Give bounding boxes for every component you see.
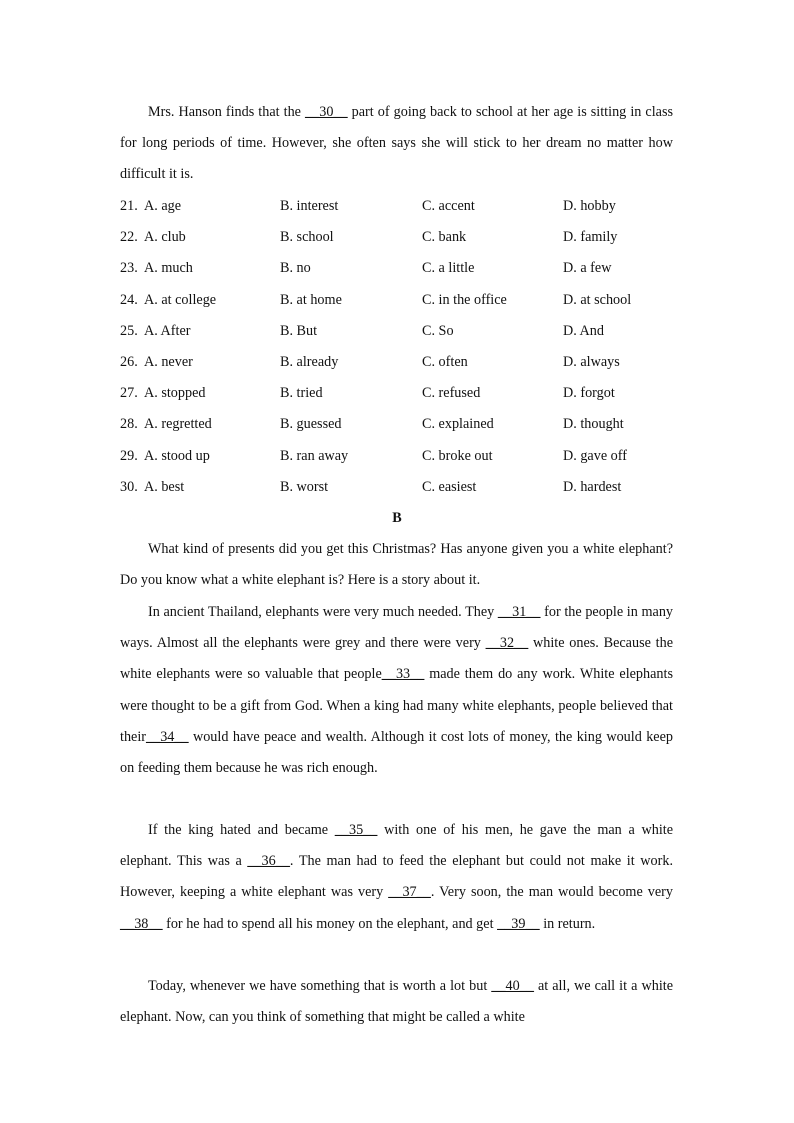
option-d: D. hobby (563, 198, 616, 214)
blank-35: __35__ (334, 822, 378, 838)
section-b-heading: B (392, 510, 402, 526)
option-b: B. at home (280, 291, 342, 308)
blank-34: __34__ (146, 728, 189, 745)
text-run: In ancient Thailand, elephants were very much needed. They (148, 604, 498, 620)
text-run: in return. (539, 915, 596, 932)
text-run: for he had to spend all his money on the elephant, and get (162, 915, 498, 932)
question-number: 25. (120, 322, 138, 339)
question-number: 24. (120, 291, 138, 308)
option-c: C. bank (422, 229, 467, 246)
question-row-29 (120, 444, 680, 475)
option-d: D. at school (563, 291, 632, 308)
option-c: C. a little (422, 260, 475, 277)
blank-40: __40__ (491, 978, 534, 994)
option-a: A. much (144, 260, 193, 277)
question-number: 27. (120, 385, 138, 402)
question-number: 29. (120, 447, 138, 464)
option-c: C. explained (422, 416, 494, 433)
text-run: . The man had to feed the elephant but could not make it work. However, keeping a white elephant was very (120, 853, 673, 901)
text-run: made them do any work. White elephants were thought to be a gift from God. When a king had many white elephants, people believed that their (120, 666, 673, 745)
option-a: A. stood up (144, 447, 210, 464)
option-b: B. tried (280, 385, 323, 402)
question-row-24 (120, 288, 680, 319)
answer-options (120, 194, 680, 506)
option-a: A. age (144, 198, 182, 214)
question-number: 30. (120, 478, 138, 495)
text-run: white ones. Because the white elephants were so valuable that people (120, 635, 673, 683)
blank-36: __36__ (247, 853, 290, 870)
text-run: at all, we call it a white elephant. Now, can you think of something that might be called a white (120, 978, 674, 1026)
blank-32: __32__ (485, 635, 529, 652)
option-d: D. hardest (563, 478, 622, 495)
passage-b-paragraph-2 (120, 597, 673, 784)
option-c: C. accent (422, 198, 475, 214)
option-b: B. But (280, 322, 318, 339)
blank-30: __30__ (305, 104, 348, 120)
option-d: D. And (563, 322, 604, 339)
option-a: A. never (144, 353, 193, 370)
text-run: . Very soon, the man would become very (430, 884, 673, 901)
option-b: B. no (280, 260, 311, 277)
option-a: A. stopped (144, 385, 206, 402)
option-d: D. thought (563, 416, 624, 433)
question-row-28 (120, 412, 680, 443)
text-run: Today, whenever we have something that is worth a lot but (148, 978, 492, 994)
option-b: B. already (280, 353, 339, 370)
option-a: A. regretted (144, 416, 212, 433)
question-row-21 (120, 194, 680, 225)
passage-b-paragraph-4 (120, 971, 673, 1033)
option-b: B. ran away (280, 447, 349, 464)
question-number: 22. (120, 229, 138, 246)
question-number: 26. (120, 353, 138, 370)
intro-paragraph (120, 97, 673, 191)
option-b: B. interest (280, 198, 339, 214)
option-c: C. in the office (422, 291, 507, 308)
option-b: B. guessed (280, 416, 342, 433)
option-a: A. After (144, 322, 191, 339)
option-c: C. refused (422, 385, 481, 402)
blank-37: __37__ (388, 884, 431, 901)
option-a: A. club (144, 229, 186, 246)
text-run: If the king hated and became (148, 822, 335, 838)
blank-38: __38__ (120, 915, 163, 932)
question-row-30 (120, 475, 680, 506)
option-c: C. often (422, 353, 468, 370)
passage-b-paragraph-3 (120, 815, 673, 940)
option-d: D. forgot (563, 385, 615, 402)
option-b: B. worst (280, 478, 329, 495)
option-c: C. So (422, 322, 454, 339)
text-run: Mrs. Hanson finds that the (148, 104, 306, 120)
option-a: A. best (144, 478, 185, 495)
option-d: D. family (563, 229, 618, 246)
option-c: C. easiest (422, 478, 477, 495)
text-run: with one of his men, he gave the man a white elephant. This was a (120, 822, 674, 870)
option-d: D. gave off (563, 447, 627, 464)
option-c: C. broke out (422, 447, 493, 464)
option-d: D. a few (563, 260, 612, 277)
text-run: would have peace and wealth. Although it cost lots of money, the king would keep on feeding them because he was rich enough. (120, 728, 673, 777)
text-run: part of going back to school at her age is sitting in class for long periods of time. However, she often says she will stick to her dream no matter how difficult it is. (120, 104, 673, 183)
passage-b-paragraph-1: What kind of presents did you get this Christmas? Has anyone given you a white elephant? Do you know what a white elephant is? Here is a story about it. (120, 541, 673, 589)
text-run: for the people in many ways. Almost all the elephants were grey and there were very (120, 604, 674, 652)
question-row-23 (120, 256, 680, 287)
option-d: D. always (563, 353, 620, 370)
blank-31: __31__ (497, 604, 541, 620)
question-number: 21. (120, 198, 138, 214)
blank-39: __39__ (497, 915, 540, 932)
question-row-27 (120, 381, 680, 412)
option-b: B. school (280, 229, 334, 246)
blank-33: __33__ (381, 666, 425, 683)
question-row-25 (120, 319, 680, 350)
question-row-22 (120, 225, 680, 256)
option-a: A. at college (144, 291, 217, 308)
question-number: 23. (120, 260, 138, 277)
question-row-26 (120, 350, 680, 381)
question-number: 28. (120, 416, 138, 433)
